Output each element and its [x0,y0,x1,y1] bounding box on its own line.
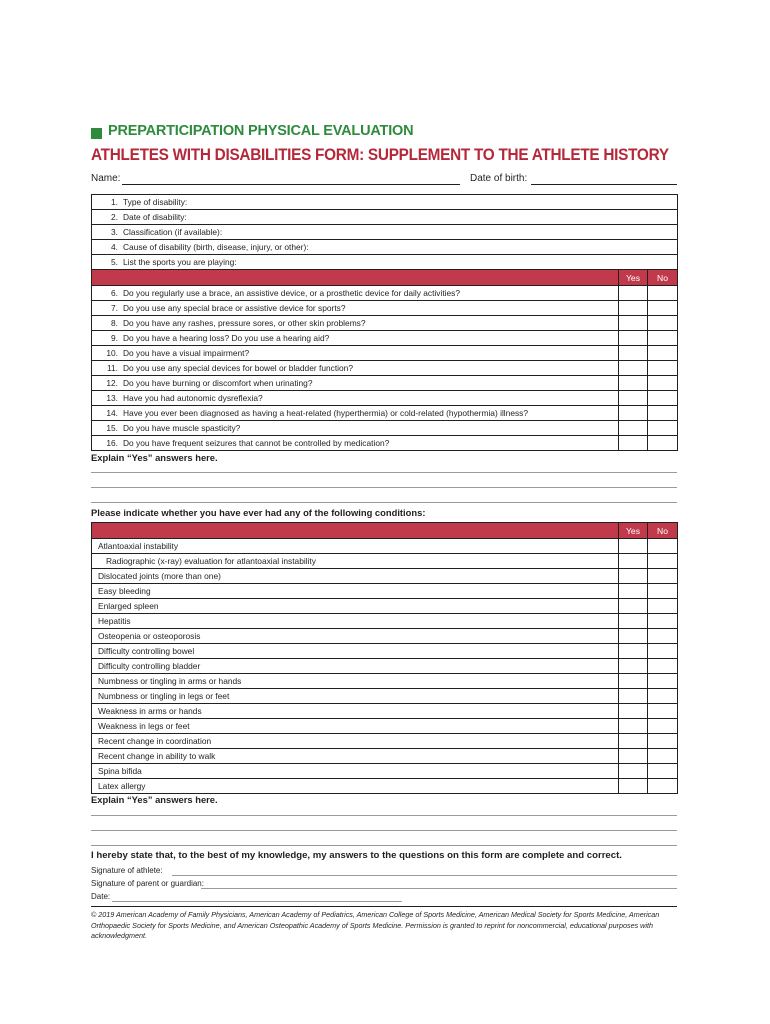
yes-checkbox[interactable] [619,569,648,584]
question-number: 13. [106,393,118,403]
conditions-intro: Please indicate whether you have ever had any of the following conditions: [91,507,426,518]
yes-checkbox[interactable] [619,659,648,674]
yes-no-question [92,346,619,361]
yes-no-question-row [92,361,678,376]
condition-row [92,704,678,719]
condition-row [92,779,678,794]
question-text: List the sports you are playing: [123,257,237,267]
condition-label: Enlarged spleen [92,599,619,614]
yes-checkbox[interactable] [619,614,648,629]
basic-question-row [92,255,678,270]
question-number: 10. [106,348,118,358]
yes-checkbox[interactable] [619,764,648,779]
no-checkbox[interactable] [648,391,678,406]
no-checkbox[interactable] [648,779,678,794]
header-blank-cell [92,523,619,539]
condition-label: Radiographic (x-ray) evaluation for atlantoaxial instability [92,554,619,569]
yes-checkbox[interactable] [619,539,648,554]
question-text: Do you have a hearing loss? Do you use a hearing aid? [123,333,330,343]
yes-checkbox[interactable] [619,301,648,316]
yes-checkbox[interactable] [619,436,648,451]
form-title: ATHLETES WITH DISABILITIES FORM: SUPPLEMENT TO THE ATHLETE HISTORY [91,146,669,164]
condition-row [92,689,678,704]
condition-row [92,749,678,764]
yes-no-question [92,436,619,451]
athlete-signature-label: Signature of athlete: [91,866,163,875]
section-marker-square [91,128,102,139]
question-text: Have you ever been diagnosed as having a heat-related (hyperthermia) or cold-related (hypothermia) illness? [123,408,529,418]
condition-row [92,584,678,599]
explain-line[interactable] [91,845,677,846]
no-checkbox[interactable] [648,764,678,779]
no-column-header: No [648,270,678,286]
question-text: Do you have a visual impairment? [123,348,250,358]
yes-no-question [92,331,619,346]
condition-row [92,674,678,689]
question-text: Do you use any special devices for bowel or bladder function? [123,363,353,373]
question-number: 9. [111,333,118,343]
question-text: Do you regularly use a brace, an assistive device, or a prosthetic device for daily activities? [123,288,461,298]
condition-label: Dislocated joints (more than one) [92,569,619,584]
question-text: Have you had autonomic dysreflexia? [123,393,263,403]
yes-checkbox[interactable] [619,361,648,376]
condition-row [92,569,678,584]
yes-no-question-row [92,301,678,316]
yes-checkbox[interactable] [619,554,648,569]
condition-label: Osteopenia or osteoporosis [92,629,619,644]
question-text: Date of disability: [123,212,187,222]
condition-label: Weakness in legs or feet [92,719,619,734]
conditions-table [91,522,678,794]
condition-row [92,539,678,554]
condition-row [92,734,678,749]
question-number: 4. [111,242,118,252]
yes-checkbox[interactable] [619,644,648,659]
condition-label: Recent change in coordination [92,734,619,749]
dob-field[interactable] [531,184,677,185]
attestation-statement: I hereby state that, to the best of my knowledge, my answers to the questions on this form are complete and correct. [91,850,622,861]
header-blank-cell [92,270,619,286]
basic-question[interactable] [92,240,678,255]
basic-question-row [92,240,678,255]
date-field[interactable] [112,901,402,902]
yes-no-question-row [92,286,678,301]
yes-checkbox[interactable] [619,391,648,406]
yes-checkbox[interactable] [619,286,648,301]
question-number: 5. [111,257,118,267]
guardian-signature-field[interactable] [201,888,677,889]
basic-question[interactable] [92,195,678,210]
no-checkbox[interactable] [648,629,678,644]
no-checkbox[interactable] [648,539,678,554]
copyright-notice: © 2019 American Academy of Family Physicians, American Academy of Pediatrics, American College of Sports Medicine, American Medical Society for Sports Medicine, American Orthopaedic Society for Sports Medicine, and American Osteopathic Academy of Sports Medicine. Permission is granted to reprint for noncommercial, educational purposes with acknowledgment. [91,910,660,940]
no-checkbox[interactable] [648,436,678,451]
question-number: 16. [106,438,118,448]
question-text: Do you have frequent seizures that cannot be controlled by medication? [123,438,390,448]
yes-checkbox[interactable] [619,689,648,704]
condition-label: Recent change in ability to walk [92,749,619,764]
yes-no-question [92,361,619,376]
condition-label: Difficulty controlling bowel [92,644,619,659]
yes-no-question-row [92,406,678,421]
no-checkbox[interactable] [648,749,678,764]
question-text: Classification (if available): [123,227,223,237]
explain-yes-label-2: Explain “Yes” answers here. [91,794,218,805]
explain-line[interactable] [91,487,677,488]
no-checkbox[interactable] [648,554,678,569]
yes-no-question [92,376,619,391]
question-number: 8. [111,318,118,328]
yes-column-header: Yes [619,523,648,539]
question-number: 14. [106,408,118,418]
question-text: Do you use any special brace or assistive device for sports? [123,303,346,313]
footer-divider [91,906,677,907]
condition-label: Spina bifida [92,764,619,779]
condition-label: Latex allergy [92,779,619,794]
question-text: Do you have any rashes, pressure sores, or other skin problems? [123,318,366,328]
no-checkbox[interactable] [648,644,678,659]
question-number: 3. [111,227,118,237]
no-checkbox[interactable] [648,331,678,346]
yes-no-question-row [92,316,678,331]
no-checkbox[interactable] [648,659,678,674]
yes-no-question-row [92,436,678,451]
yes-column-header: Yes [619,270,648,286]
no-checkbox[interactable] [648,719,678,734]
yes-checkbox[interactable] [619,719,648,734]
explain-line[interactable] [91,815,677,816]
question-text: Do you have muscle spasticity? [123,423,241,433]
question-text: Cause of disability (birth, disease, injury, or other): [123,242,309,252]
question-text: Do you have burning or discomfort when urinating? [123,378,313,388]
yes-no-question [92,406,619,421]
question-number: 11. [106,363,118,373]
yes-no-header-row [92,523,678,539]
yes-checkbox[interactable] [619,779,648,794]
basic-question[interactable] [92,255,678,270]
no-checkbox[interactable] [648,421,678,436]
yes-no-question-row [92,331,678,346]
question-text: Type of disability: [123,197,188,207]
form-label: PREPARTICIPATION PHYSICAL EVALUATION [108,123,414,139]
no-checkbox[interactable] [648,346,678,361]
condition-row [92,659,678,674]
question-number: 12. [106,378,118,388]
dob-label: Date of birth: [470,173,528,184]
name-label: Name: [91,173,121,184]
no-checkbox[interactable] [648,361,678,376]
yes-checkbox[interactable] [619,704,648,719]
yes-no-question [92,286,619,301]
yes-no-question-row [92,376,678,391]
question-number: 7. [111,303,118,313]
no-checkbox[interactable] [648,286,678,301]
condition-label: Atlantoaxial instability [92,539,619,554]
condition-row [92,554,678,569]
no-checkbox[interactable] [648,316,678,331]
no-checkbox[interactable] [648,569,678,584]
yes-no-question [92,316,619,331]
condition-row [92,764,678,779]
no-checkbox[interactable] [648,599,678,614]
yes-no-question [92,421,619,436]
yes-no-question-row [92,391,678,406]
condition-label: Numbness or tingling in legs or feet [92,689,619,704]
condition-label: Numbness or tingling in arms or hands [92,674,619,689]
yes-checkbox[interactable] [619,406,648,421]
yes-no-question [92,391,619,406]
no-checkbox[interactable] [648,704,678,719]
yes-checkbox[interactable] [619,584,648,599]
yes-checkbox[interactable] [619,674,648,689]
question-number: 6. [111,288,118,298]
basic-question-row [92,210,678,225]
basic-question-row [92,195,678,210]
yes-no-header-row [92,270,678,286]
yes-checkbox[interactable] [619,376,648,391]
condition-row [92,614,678,629]
no-checkbox[interactable] [648,734,678,749]
no-column-header: No [648,523,678,539]
yes-checkbox[interactable] [619,331,648,346]
no-checkbox[interactable] [648,614,678,629]
no-checkbox[interactable] [648,674,678,689]
explain-yes-label: Explain “Yes” answers here. [91,452,218,463]
yes-checkbox[interactable] [619,734,648,749]
condition-label: Hepatitis [92,614,619,629]
guardian-signature-label: Signature of parent or guardian: [91,879,204,888]
disability-history-table [91,194,678,451]
yes-checkbox[interactable] [619,421,648,436]
no-checkbox[interactable] [648,584,678,599]
no-checkbox[interactable] [648,376,678,391]
yes-no-question-row [92,346,678,361]
name-field[interactable] [122,184,460,185]
condition-label: Easy bleeding [92,584,619,599]
yes-no-question-row [92,421,678,436]
yes-checkbox[interactable] [619,346,648,361]
condition-row [92,644,678,659]
condition-label: Weakness in arms or hands [92,704,619,719]
condition-row [92,719,678,734]
yes-checkbox[interactable] [619,749,648,764]
condition-row [92,599,678,614]
yes-checkbox[interactable] [619,599,648,614]
yes-no-question [92,301,619,316]
basic-question[interactable] [92,210,678,225]
explain-line[interactable] [91,830,677,831]
athlete-signature-field[interactable] [172,875,677,876]
no-checkbox[interactable] [648,689,678,704]
date-label: Date: [91,892,111,901]
explain-line[interactable] [91,502,677,503]
no-checkbox[interactable] [648,301,678,316]
explain-line[interactable] [91,472,677,473]
question-number: 1. [111,197,118,207]
yes-checkbox[interactable] [619,629,648,644]
no-checkbox[interactable] [648,406,678,421]
basic-question-row [92,225,678,240]
yes-checkbox[interactable] [619,316,648,331]
basic-question[interactable] [92,225,678,240]
question-number: 15. [106,423,118,433]
condition-row [92,629,678,644]
condition-label: Difficulty controlling bladder [92,659,619,674]
question-number: 2. [111,212,118,222]
